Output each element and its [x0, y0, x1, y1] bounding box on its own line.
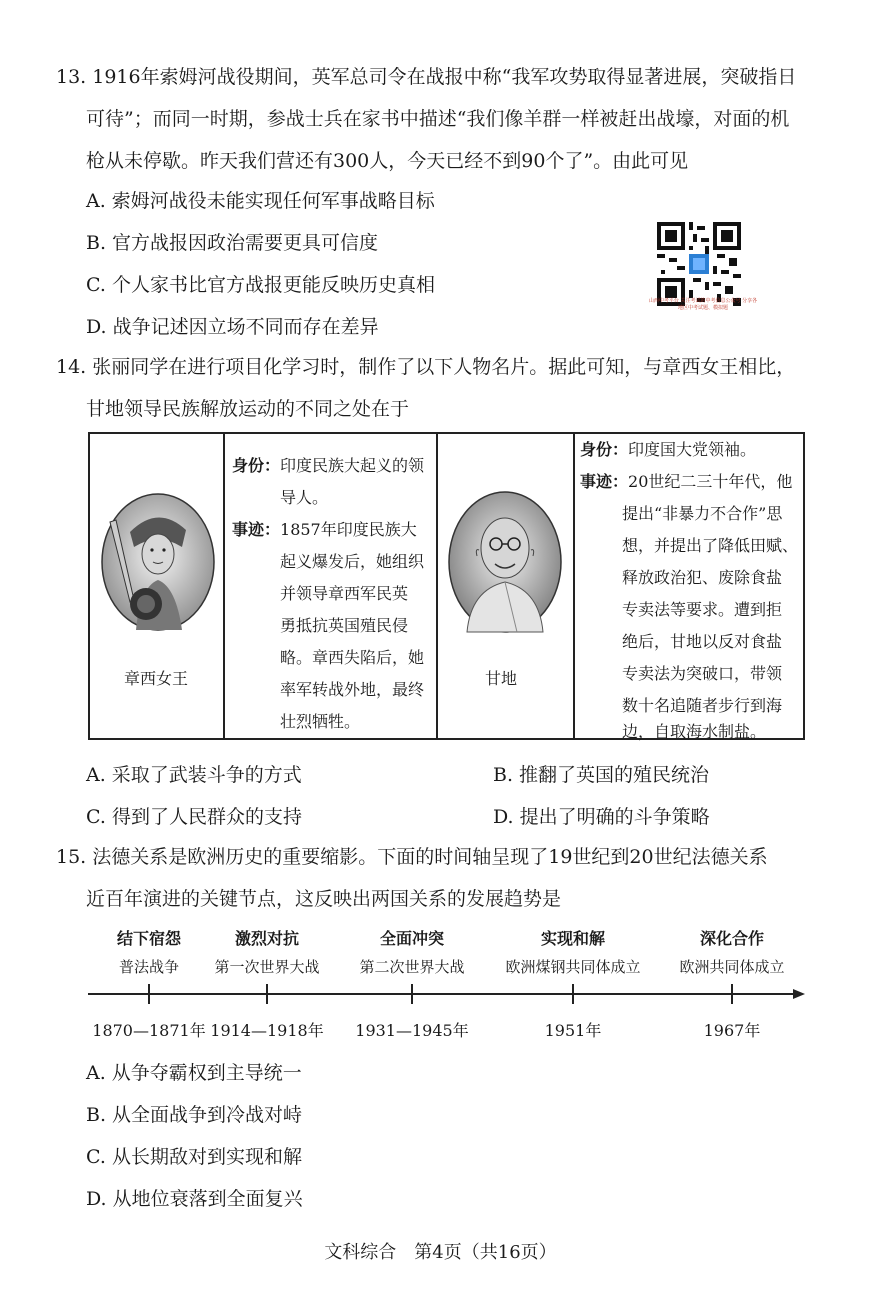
q14-option-b: B. 推翻了英国的殖民统治	[493, 764, 710, 786]
q15-stem-line-1: 15. 法德关系是欧洲历史的重要缩影。下面的时间轴呈现了19世纪到20世纪法德关系	[56, 846, 768, 868]
q13-option-b: B. 官方战报因政治需要更具可信度	[86, 232, 379, 254]
rani-deeds-line-1	[232, 514, 417, 546]
rani-name-label: 章西女王	[124, 669, 189, 688]
gandhi-deeds-line-4: 释放政治犯、废除食盐	[622, 568, 783, 587]
q15-option-d: D. 从地位衰落到全面复兴	[86, 1188, 303, 1210]
q13-option-c: C. 个人家书比官方战报更能反映历史真相	[86, 274, 435, 296]
timeline-axis	[88, 978, 805, 1008]
page-footer: 文科综合 第4页（共16页）	[324, 1242, 557, 1263]
timeline-head-2: 激烈对抗	[234, 929, 299, 948]
timeline-event-4: 欧洲煤钢共同体成立	[505, 958, 641, 976]
timeline-year-2: 1914—1918年	[210, 1021, 324, 1040]
q14-option-a: A. 采取了武装斗争的方式	[86, 764, 302, 786]
timeline-head-1: 结下宿怨	[116, 929, 181, 948]
timeline-event-1: 普法战争	[118, 958, 179, 976]
gandhi-deeds-line-1	[580, 466, 792, 498]
gandhi-identity-text: 印度国大党领袖。	[628, 440, 757, 459]
q15-stem-line-2: 近百年演进的关键节点，这反映出两国关系的发展趋势是	[86, 888, 562, 910]
card-divider	[573, 434, 575, 738]
qr-code-image	[657, 222, 741, 306]
timeline-head-5: 深化合作	[699, 929, 764, 948]
identity-label: 身份：	[580, 440, 629, 459]
timeline-year-3: 1931—1945年	[355, 1021, 469, 1040]
rani-identity-line-1	[232, 450, 424, 482]
identity-label: 身份：	[232, 456, 281, 475]
rani-identity-text: 印度民族大起义的领	[280, 456, 425, 475]
gandhi-portrait	[447, 490, 563, 634]
gandhi-deeds-text: 20世纪二三十年代，他	[628, 472, 793, 491]
rani-of-jhansi-portrait	[100, 492, 216, 632]
deeds-label: 事迹：	[580, 472, 629, 491]
gandhi-deeds-line-8: 数十名追随者步行到海	[622, 696, 783, 715]
q14-option-c: C. 得到了人民群众的支持	[86, 806, 302, 828]
q13-option-a: A. 索姆河战役未能实现任何军事战略目标	[86, 190, 435, 212]
rani-deeds-line-4: 勇抵抗英国殖民侵	[280, 616, 409, 635]
q14-stem-line-2: 甘地领导民族解放运动的不同之处在于	[86, 398, 410, 420]
timeline-year-4: 1951年	[544, 1021, 602, 1040]
gandhi-name-label: 甘地	[485, 669, 518, 688]
rani-deeds-line-7: 壮烈牺牲。	[280, 712, 361, 731]
timeline-event-2: 第一次世界大战	[214, 958, 320, 976]
timeline-head-4: 实现和解	[540, 929, 605, 948]
timeline-year-5: 1967年	[703, 1021, 761, 1040]
gandhi-deeds-line-3: 想，并提出了降低田赋、	[622, 536, 799, 555]
gandhi-deeds-line-2: 提出“非暴力不合作”思	[622, 504, 783, 523]
q15-option-a: A. 从争夺霸权到主导统一	[86, 1062, 302, 1084]
q15-option-b: B. 从全面战争到冷战对峙	[86, 1104, 303, 1126]
q14-stem-line-1: 14. 张丽同学在进行项目化学习时，制作了以下人物名片。据此可知，与章西女王相比，	[56, 356, 796, 378]
gandhi-deeds-line-6: 绝后，甘地以反对食盐	[622, 632, 783, 651]
rani-deeds-line-3: 并领导章西军民英	[280, 584, 409, 603]
rani-deeds-line-6: 率军转战外地，最终	[280, 680, 425, 699]
q13-stem-line-3: 枪从未停歇。昨天我们营还有300人，今天已经不到90个了”。由此可见	[86, 150, 689, 172]
card-divider	[223, 434, 225, 738]
timeline-year-1: 1870—1871年	[92, 1021, 206, 1040]
person-card-table	[88, 432, 805, 740]
rani-deeds-text: 1857年印度民族大	[280, 520, 417, 539]
gandhi-deeds-line-5: 专卖法等要求。遭到拒	[622, 600, 783, 619]
deeds-label: 事迹：	[232, 520, 281, 539]
qr-caption: 山西中考平台 关注考试的中考信息公众号 分享各地区中考试题、模拟题	[648, 298, 758, 311]
timeline-head-3: 全面冲突	[379, 929, 444, 948]
q13-stem-line-2: 可待”；而同一时期，参战士兵在家书中描述“我们像羊群一样被赶出战壕，对面的机	[86, 108, 790, 130]
gandhi-deeds-line-7: 专卖法为突破口，带领	[622, 664, 783, 683]
timeline-event-3: 第二次世界大战	[359, 958, 465, 976]
gandhi-identity-line-1	[580, 434, 756, 466]
card-divider	[436, 434, 438, 738]
rani-deeds-line-5: 略。章西失陷后，她	[280, 648, 425, 667]
q15-option-c: C. 从长期敌对到实现和解	[86, 1146, 302, 1168]
q13-stem-line-1: 13. 1916年索姆河战役期间，英军总司令在战报中称“我军攻势取得显著进展，突破指日	[56, 66, 797, 88]
france-germany-timeline	[88, 920, 805, 1050]
rani-identity-line-2: 导人。	[280, 488, 329, 507]
rani-deeds-line-2: 起义爆发后，她组织	[280, 552, 425, 571]
q13-option-d: D. 战争记述因立场不同而存在差异	[86, 316, 379, 338]
timeline-event-5: 欧洲共同体成立	[679, 958, 785, 976]
gandhi-deeds-line-9: 边，自取海水制盐。	[622, 722, 767, 741]
q14-option-d: D. 提出了明确的斗争策略	[493, 806, 710, 828]
